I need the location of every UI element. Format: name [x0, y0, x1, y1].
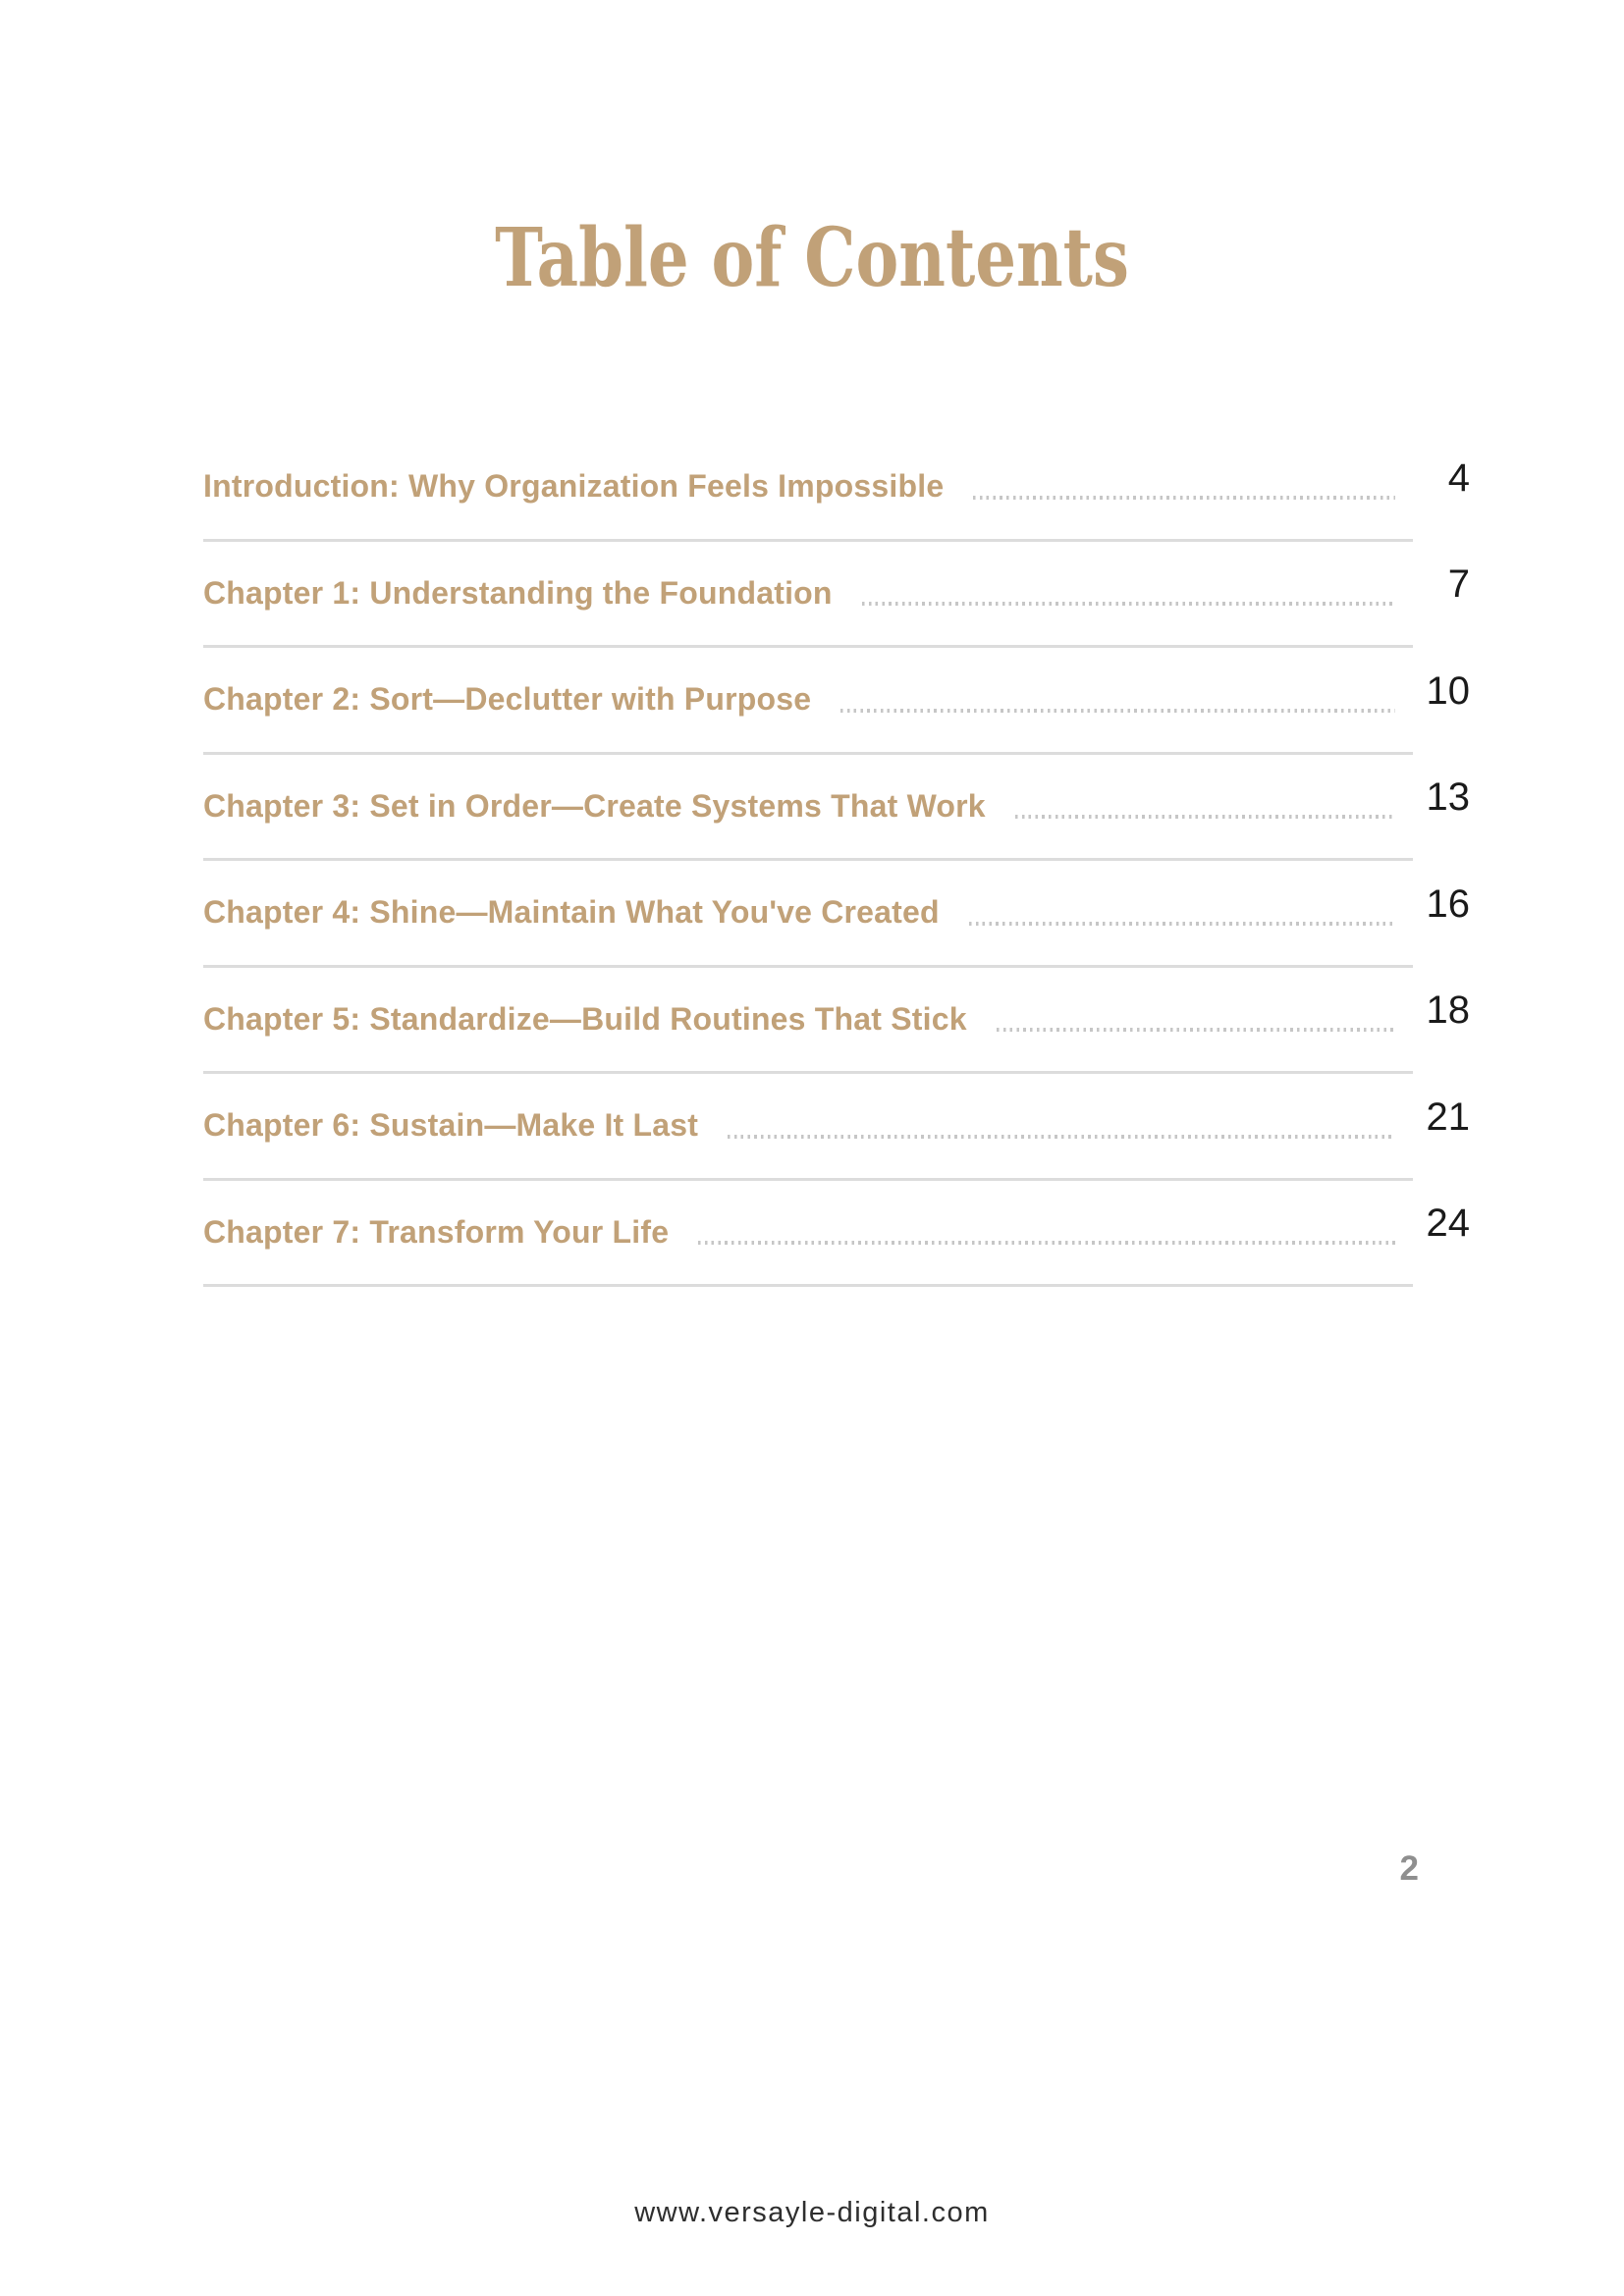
toc-entry-label[interactable]: Chapter 1: Understanding the Foundation [203, 574, 833, 611]
toc-row[interactable] [203, 755, 1470, 862]
toc-entry-page: 16 [1426, 881, 1470, 926]
toc-leader-dots [862, 602, 1395, 606]
toc-entry-page: 7 [1447, 562, 1470, 607]
toc-entry[interactable] [203, 755, 1413, 862]
toc-entry-label[interactable]: Chapter 2: Sort—Declutter with Purpose [203, 681, 812, 718]
toc-entry-page: 13 [1426, 775, 1470, 820]
toc-entry[interactable] [203, 968, 1413, 1075]
toc-entry-page: 4 [1447, 455, 1470, 500]
toc-entry[interactable] [203, 1074, 1413, 1181]
footer-url: www.versayle-digital.com [634, 2197, 990, 2228]
toc-row[interactable] [203, 435, 1470, 542]
toc-entry-page: 21 [1426, 1095, 1470, 1139]
toc-row[interactable] [203, 861, 1470, 968]
toc-entry[interactable] [203, 542, 1413, 649]
toc-leader-dots [969, 922, 1395, 926]
toc-entry-page: 18 [1426, 988, 1470, 1033]
toc-leader-dots [973, 496, 1395, 500]
toc-entry[interactable] [203, 435, 1413, 542]
toc-leader-dots [997, 1028, 1395, 1032]
toc-entry-label[interactable]: Chapter 3: Set in Order—Create Systems That Work [203, 787, 986, 824]
toc-leader-dots [840, 709, 1395, 713]
toc-row[interactable] [203, 968, 1470, 1075]
toc-entry-label[interactable]: Chapter 5: Standardize—Build Routines That Stick [203, 1000, 967, 1037]
toc-leader-dots [698, 1241, 1395, 1245]
toc-row[interactable] [203, 542, 1470, 649]
toc-entry-page: 24 [1426, 1201, 1470, 1246]
toc-row[interactable] [203, 648, 1470, 755]
toc-row[interactable] [203, 1074, 1470, 1181]
toc-entry-label[interactable]: Chapter 6: Sustain—Make It Last [203, 1107, 699, 1144]
page-title: Table of Contents [495, 211, 1129, 305]
toc-entry[interactable] [203, 861, 1413, 968]
toc-leader-dots [1015, 815, 1395, 819]
toc-leader-dots [728, 1135, 1395, 1139]
toc-entry[interactable] [203, 648, 1413, 755]
toc-entry[interactable] [203, 1181, 1413, 1288]
toc-entry-page: 10 [1426, 668, 1470, 713]
toc-entry-label[interactable]: Chapter 4: Shine—Maintain What You've Created [203, 894, 940, 931]
toc-row[interactable] [203, 1181, 1470, 1288]
toc-entry-label[interactable]: Chapter 7: Transform Your Life [203, 1213, 670, 1250]
page-number: 2 [1399, 1849, 1419, 1888]
toc-list [203, 435, 1470, 1287]
toc-entry-label[interactable]: Introduction: Why Organization Feels Impossible [203, 468, 945, 505]
